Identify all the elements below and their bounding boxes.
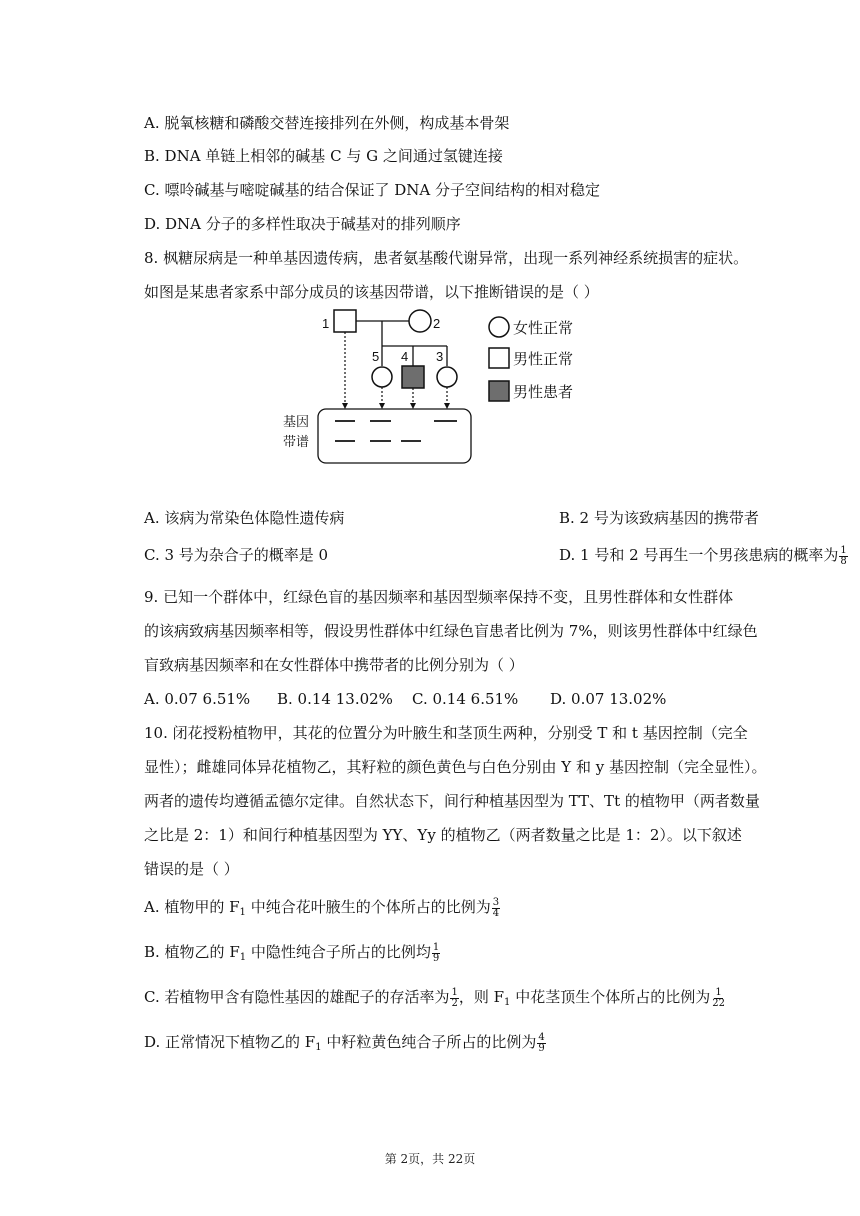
legend-female-normal-icon — [489, 317, 509, 337]
gene-band-box — [318, 409, 471, 463]
legend-male-normal-icon — [489, 348, 509, 368]
member-4-male-patient — [402, 366, 424, 388]
q10-option-c: C. 若植物甲含有隐性基因的雄配子的存活率为 $\frac{1}{2}$ ，则 $F_1$ 中花茎顶生个体所占的比例为 $\frac{1}{22}$ — [144, 986, 725, 1009]
q10-option-c-fraction1: $\frac{1}{2}$ — [451, 986, 458, 1009]
q10-stem-line4: 之比是 2：1）和间行种植基因型为 YY、Yy 的植物乙（两者数量之比是 1：2）。以下叙述 — [144, 826, 742, 844]
band-label-line1: 基因 — [283, 414, 310, 429]
q8-stem-line1: 8. 枫糖尿病是一种单基因遗传病，患者氨基酸代谢异常，出现一系列神经系统损害的症状。 — [144, 249, 749, 267]
legend-male-patient-icon — [489, 381, 509, 401]
q8-option-row1 — [144, 508, 759, 528]
q8-option-a: A. 该病为常染色体隐性遗传病 — [144, 509, 345, 527]
q8-option-d-text: D. 1 号和 2 号再生一个男孩患病的概率为 — [559, 546, 839, 564]
q9-stem-line1: 9. 已知一个群体中，红绿色盲的基因频率和基因型频率保持不变，且男性群体和女性群体 — [144, 588, 734, 606]
legend-male-patient: 男性患者 — [513, 384, 574, 401]
q9-option-c: C. 0.14 6.51% — [412, 690, 519, 708]
q7-option-b: B. DNA 单链上相邻的碱基 C 与 G 之间通过氢键连接 — [144, 147, 503, 165]
member-2-label: 2 — [433, 316, 441, 331]
page-footer: 第 2页，共 22页 — [384, 1152, 476, 1166]
q8-option-row2 — [144, 544, 847, 567]
q10-stem-line1: 10. 闭花授粉植物甲，其花的位置分为叶腋生和茎顶生两种，分别受 T 和 t 基因控制（完全 — [144, 724, 748, 742]
q10-option-d-fraction: $\frac{4}{9}$ — [538, 1031, 545, 1054]
q10-option-a-fraction: $\frac{3}{4}$ — [492, 896, 500, 919]
member-5-female-normal — [372, 367, 392, 387]
q9-option-b: B. 0.14 13.02% — [277, 690, 393, 708]
q8-option-d — [559, 545, 848, 567]
q8-option-c: C. 3 号为杂合子的概率是 0 — [144, 546, 329, 564]
q10-option-d: D. 正常情况下植物乙的 $F_1$ 中籽粒黄色纯合子所占的比例为 $\frac{4}{9}$ — [144, 1031, 545, 1054]
q7-option-c: C. 嘌呤碱基与嘧啶碱基的结合保证了 DNA 分子空间结构的相对稳定 — [144, 181, 601, 199]
q10-option-c-fraction2: $\frac{1}{22}$ — [712, 986, 725, 1009]
pedigree-band-diagram — [275, 303, 595, 473]
member-3-female-normal — [437, 367, 457, 387]
q9-stem-line2: 的该病致病基因频率相等，假设男性群体中红绿色盲患者比例为 7%，则该男性群体中红绿色 — [144, 622, 758, 640]
legend-male-normal: 男性正常 — [513, 351, 574, 368]
q9-option-d: D. 0.07 13.02% — [550, 690, 667, 708]
legend-female-normal: 女性正常 — [513, 320, 574, 337]
band-label-line2: 带谱 — [283, 434, 310, 449]
q9-stem-line3: 盲致病基因频率和在女性群体中携带者的比例分别为（ ） — [144, 656, 524, 674]
q10-stem-line2: 显性）；雌雄同体异花植物乙，其籽粒的颜色黄色与白色分别由 Y 和 y 基因控制（完全显性）。 — [144, 758, 767, 776]
q10-stem-line3: 两者的遗传均遵循孟德尔定律。自然状态下，间行种植基因型为 TT、Tt 的植物甲（两者数量 — [144, 792, 760, 810]
member-1-label: 1 — [322, 316, 330, 331]
member-3-label: 3 — [436, 349, 444, 364]
member-5-label: 5 — [372, 349, 380, 364]
q8-option-d-fraction: $\frac{1}{8}$ — [840, 544, 847, 567]
q8-option-b: B. 2 号为该致病基因的携带者 — [559, 509, 759, 527]
q10-option-a: A. 植物甲的 $F_1$ 中纯合花叶腋生的个体所占的比例为 $\frac{3}{4}$ — [144, 896, 500, 919]
q8-stem-line2: 如图是某患者家系中部分成员的该基因带谱，以下推断错误的是（ ） — [144, 283, 599, 301]
q10-option-b: B. 植物乙的 $F_1$ 中隐性纯合子所占的比例均 $\frac{1}{9}$ — [144, 941, 440, 964]
q10-stem-line5: 错误的是（ ） — [144, 860, 239, 878]
q10-option-b-fraction: $\frac{1}{9}$ — [432, 941, 440, 964]
q9-option-a: A. 0.07 6.51% — [144, 690, 251, 708]
member-4-label: 4 — [401, 349, 409, 364]
q7-option-a: A. 脱氧核糖和磷酸交替连接排列在外侧，构成基本骨架 — [144, 114, 510, 132]
member-2-female-normal — [409, 310, 431, 332]
member-1-male-normal — [334, 310, 356, 332]
q7-option-d: D. DNA 分子的多样性取决于碱基对的排列顺序 — [144, 215, 461, 233]
